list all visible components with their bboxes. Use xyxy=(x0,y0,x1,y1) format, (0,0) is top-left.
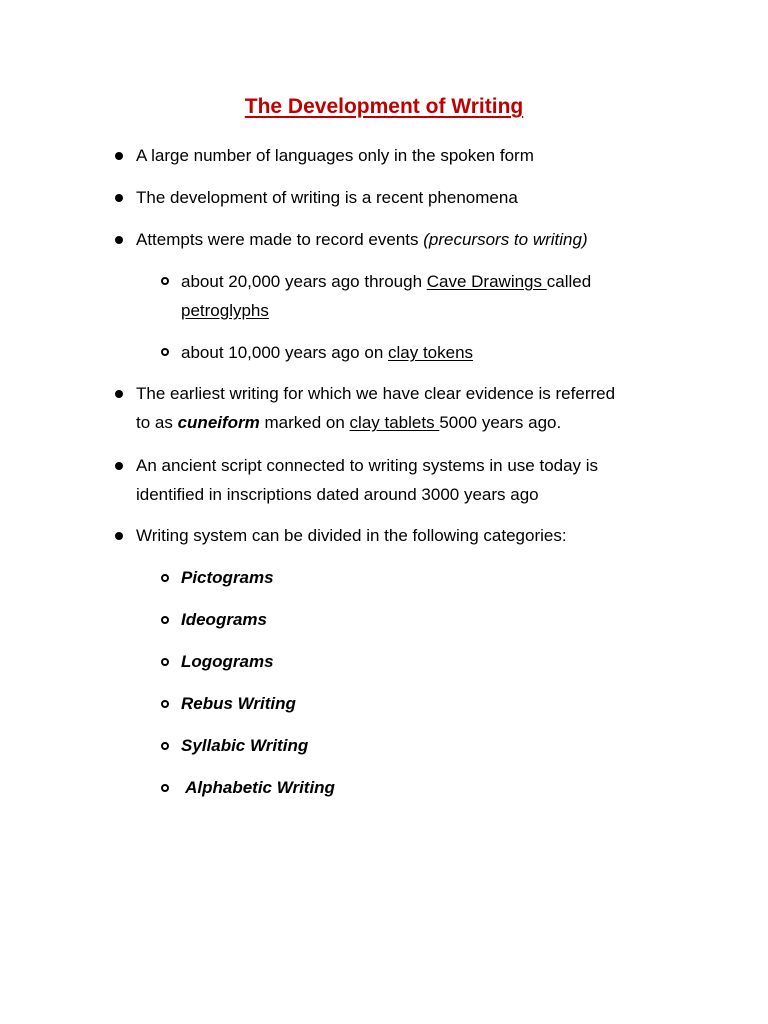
sub-bullet-circle-icon xyxy=(161,277,169,285)
sub-bullet-circle-icon xyxy=(161,348,169,356)
sub-1-post: called xyxy=(546,272,592,291)
sub-2-underlined: clay tokens xyxy=(388,343,474,362)
sub-bullet-circle-icon xyxy=(161,616,169,624)
bullet-5-line1: An ancient script connected to writing systems in use today is xyxy=(136,456,599,475)
category-syllabic-writing: Syllabic Writing xyxy=(181,736,309,755)
sub-bullet-circle-icon xyxy=(161,784,169,792)
bullet-icon xyxy=(115,152,123,160)
bullet-text-cont xyxy=(136,480,539,509)
category-item xyxy=(181,689,296,718)
bullet-5-line2: identified in inscriptions dated around 3000 years ago xyxy=(136,485,539,504)
bullet-text-cont xyxy=(136,408,561,437)
bullet-4-bold-italic: cuneiform xyxy=(177,413,260,432)
category-rebus-writing: Rebus Writing xyxy=(181,694,296,713)
bullet-4-line2: to as xyxy=(136,413,178,432)
bullet-3-text: Attempts were made to record events xyxy=(136,230,424,249)
bullet-2-text: The development of writing is a recent phenomena xyxy=(136,188,518,207)
bullet-text xyxy=(136,379,615,408)
bullet-text xyxy=(136,521,567,550)
sub-1-underlined: Cave Drawings xyxy=(426,272,547,291)
bullet-text xyxy=(136,225,588,254)
bullet-6-text: Writing system can be divided in the following categories: xyxy=(136,526,567,545)
page-title-text: The Development of Writing xyxy=(244,95,524,118)
sub-bullet-text-cont xyxy=(181,296,269,325)
sub-bullet-text xyxy=(181,267,591,296)
category-item xyxy=(181,647,274,676)
bullet-text xyxy=(136,141,534,170)
sub-bullet-circle-icon xyxy=(161,700,169,708)
sub-bullet-circle-icon xyxy=(161,742,169,750)
sub-bullet-text xyxy=(181,338,473,367)
category-item xyxy=(181,563,274,592)
bullet-text xyxy=(136,183,518,212)
sub-2-text: about 10,000 years ago on xyxy=(181,343,388,362)
bullet-4-mid: marked on xyxy=(259,413,350,432)
category-item xyxy=(181,773,335,802)
bullet-icon xyxy=(115,532,123,540)
category-item xyxy=(181,731,308,760)
bullet-4-underlined: clay tablets xyxy=(349,413,440,432)
bullet-1-text: A large number of languages only in the spoken form xyxy=(136,146,534,165)
sub-1-text: about 20,000 years ago through xyxy=(181,272,427,291)
category-item xyxy=(181,605,267,634)
bullet-icon xyxy=(115,194,123,202)
category-pictograms: Pictograms xyxy=(181,568,274,587)
category-logograms: Logograms xyxy=(181,652,274,671)
sub-bullet-circle-icon xyxy=(161,658,169,666)
bullet-icon xyxy=(115,462,123,470)
category-ideograms: Ideograms xyxy=(181,610,267,629)
bullet-icon xyxy=(115,390,123,398)
bullet-4-post: 5000 years ago. xyxy=(439,413,562,432)
bullet-3-italic: (precursors to writing) xyxy=(423,230,588,249)
bullet-icon xyxy=(115,236,123,244)
page-title xyxy=(0,95,768,119)
category-alphabetic-writing: Alphabetic Writing xyxy=(181,778,335,797)
sub-bullet-circle-icon xyxy=(161,574,169,582)
bullet-text xyxy=(136,451,598,480)
sub-1-line2: petroglyphs xyxy=(181,301,269,320)
bullet-4-line1: The earliest writing for which we have clear evidence is referred xyxy=(136,384,616,403)
